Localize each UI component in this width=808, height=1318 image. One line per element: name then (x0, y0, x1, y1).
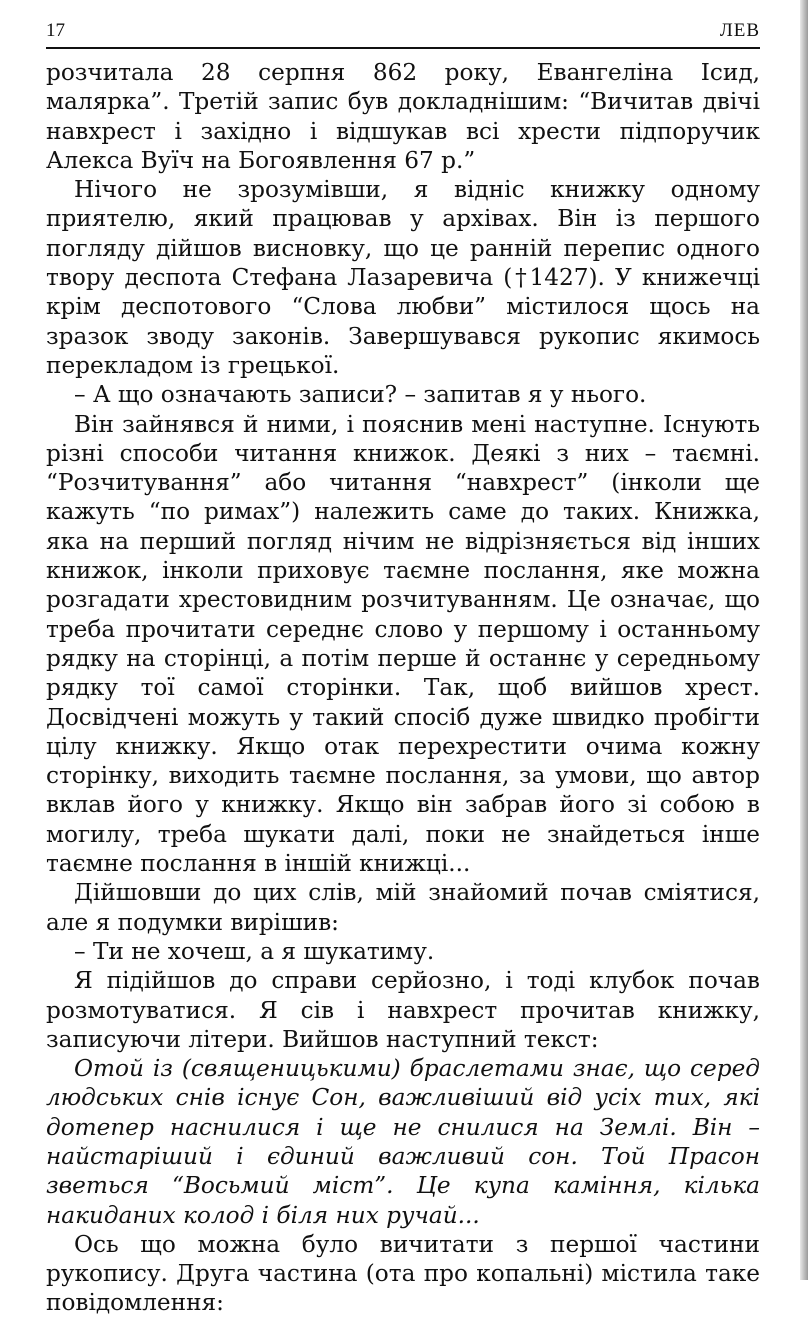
paragraph-1: розчитала 28 серпня 862 року, Евангеліна Ісид, малярка”. Третій запис був докладнішим: “Вичитав двічі навхрест і західно і відшукав всі хрести підпоручик Алекса Вуїч на Богоявлення 67 р.” (46, 59, 760, 174)
running-head (46, 20, 760, 46)
header-rule (46, 47, 760, 49)
paragraph-9: Ось що можна було вичитати з першої частини рукопису. Друга частина (ота про копальні) містила таке повідомлення: (46, 1230, 760, 1317)
paragraph-4: Він зайнявся й ними, і пояснив мені наступне. Існують різні способи читання книжок. Деякі з них – таємні. “Розчитування” або читання “навхрест” (інколи ще кажуть “по римах”) належить саме до таких. Книжка, яка на перший погляд нічим не відрізняється від інших книжок, інколи приховує таємне послання, яке можна розгадати хрестовидним розчитуванням. Це означає, що треба прочитати середнє слово у першому і останньому рядку на сторінці, а потім перше й останнє у середньому рядку тої самої сторінки. Так, щоб вийшов хрест. Досвідчені можуть у такий спосіб дуже швидко пробігти цілу книжку. Якщо отак перехрестити очима кожну сторінку, виходить таємне послання, за умови, що автор вклав його у книжку. Якщо він забрав його зі собою в могилу, треба шукати далі, поки не знайдеться інше таємне послання в іншій книжці... (46, 410, 760, 878)
paragraph-3-dialogue: – А що означають записи? – запитав я у нього. (74, 381, 647, 409)
paragraph-8-italic-quote: Отой із (священицькими) браслетами знає, що серед людських снів існує Сон, важливіший від усіх тих, які дотепер наснилися і ще не снилися на Землі. Він – найстаріший і єдиний важливий сон. Той Прасон зветься “Восьмий міст”. Це купа каміння, кілька накиданих колод і біля них ручай... (46, 1055, 760, 1229)
page-edge-shadow (800, 0, 808, 1280)
paragraph-6-dialogue: – Ти не хочеш, а я шукатиму. (74, 937, 435, 965)
paragraph-7: Я підійшов до справи серйозно, і тоді клубок почав розмотуватися. Я сів і навхрест прочитав книжку, записуючи літери. Вийшов наступний текст: (46, 967, 760, 1053)
body-text (46, 58, 760, 1318)
paragraph-2: Нічого не зрозумівши, я відніс книжку одному приятелю, який працював у архівах. Він із першого погляду дійшов висновку, що це ранній перепис одного твору деспота Стефана Лазаревича (†1427). У книжечці крім деспотового “Слова любви” містилося щось на зразок зводу законів. Завершувався рукопис якимось перекладом із грецької. (46, 176, 760, 379)
running-title: ЛЕВ (719, 20, 760, 41)
paragraph-5: Дійшовши до цих слів, мій знайомий почав сміятися, але я подумки вирішив: (46, 879, 760, 936)
page-number: 17 (46, 20, 65, 41)
